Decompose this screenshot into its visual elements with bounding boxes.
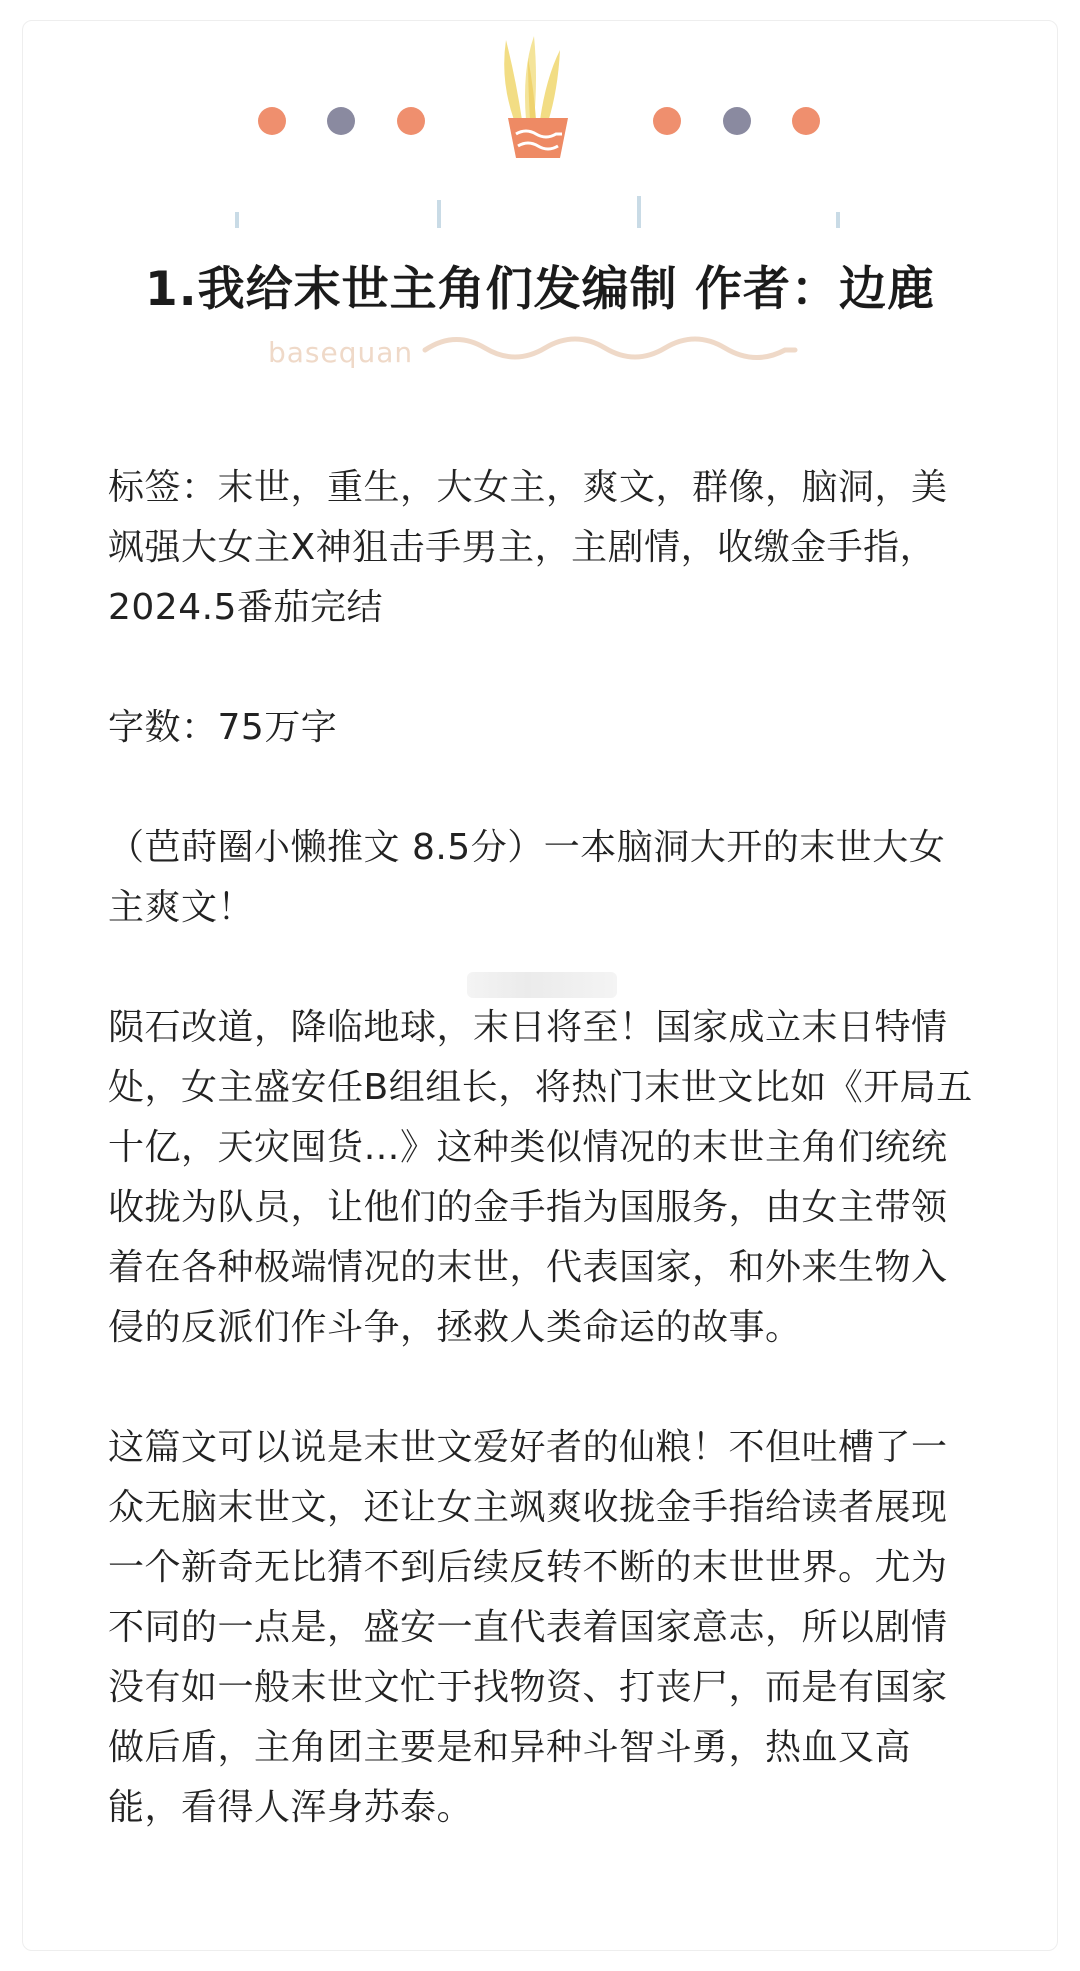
tick-mark <box>637 196 641 228</box>
header-decoration <box>0 0 1080 400</box>
dot-decoration <box>258 107 286 135</box>
watermark-text: basequan <box>268 336 414 369</box>
review-paragraph: 这篇文可以说是末世文爱好者的仙粮！不但吐槽了一众无脑末世文，还让女主飒爽收拢金手指给读者展现一个新奇无比猜不到后续反转不断的末世世界。尤为不同的一点是，盛安一直代表着国家意志，所以剧情没有如一般末世文忙于找物资、打丧尸，而是有国家做后盾，主角团主要是和异种斗智斗勇，热血又高能，看得人浑身苏泰。 <box>108 1427 948 1828</box>
potted-plant-icon <box>504 36 568 158</box>
wave-divider <box>425 339 795 358</box>
rating-paragraph: （芭莳圈小懒推文 8.5分）一本脑洞大开的末世大女主爽文！ <box>108 827 946 928</box>
word-count-paragraph: 字数：75万字 <box>108 707 338 748</box>
tick-mark <box>235 212 239 228</box>
dot-decoration <box>653 107 681 135</box>
synopsis-paragraph: 陨石改道，降临地球，末日将至！国家成立末日特情处，女主盛安任B组组长，将热门末世文比如《开局五十亿，天灾囤货…》这种类似情况的末世主角们统统收拢为队员，让他们的金手指为国服务，由女主带领着在各种极端情况的末世，代表国家，和外来生物入侵的反派们作斗争，拯救人类命运的故事。 <box>108 1007 973 1348</box>
article-body <box>108 458 978 1898</box>
dot-decoration <box>792 107 820 135</box>
page-title: 1.我给末世主角们发编制 作者：边鹿 <box>145 262 935 317</box>
dot-decoration <box>397 107 425 135</box>
tick-mark <box>437 200 441 228</box>
dot-decoration <box>327 107 355 135</box>
dot-decoration <box>723 107 751 135</box>
tick-mark <box>836 212 840 228</box>
tags-paragraph: 标签：末世，重生，大女主，爽文，群像，脑洞，美飒强大女主X神狙击手男主，主剧情，收缴金手指，2024.5番茄完结 <box>108 467 948 628</box>
